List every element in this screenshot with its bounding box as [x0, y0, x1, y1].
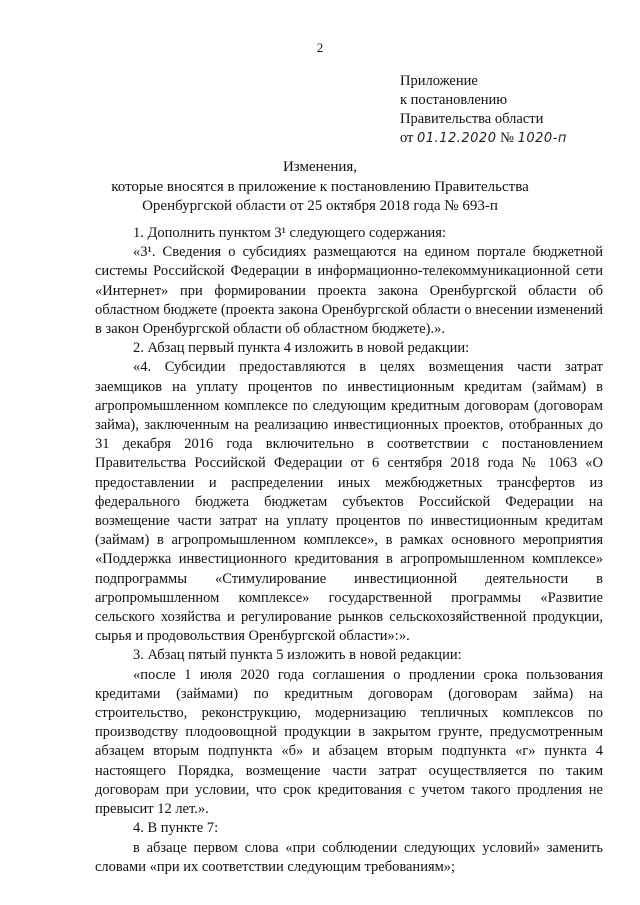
appendix-header [400, 72, 567, 148]
paragraph-quote-3-1: «3¹. Сведения о субсидиях размещаются на едином портале бюджетной системы Российской Федерации в информационно-телекоммуникационной сети «Интернет» при формировании проекта закона Оренбургской области об областном бюджете (проекта закона Оренбургской области о внесении изменений в закон Оренбургской области об областном бюджете).». [95, 244, 603, 338]
appendix-number-sign: № [500, 130, 514, 146]
document-title [110, 158, 530, 217]
paragraph-quote-5: «после 1 июля 2020 года соглашения о продлении срока пользования кредитами (займами) по кредитным договорам (договорам займа) на строительство, реконструкцию, модернизацию тепличных комплексов по производству плодоовощной продукции в закрытом грунте, предусмотренным абзацем вторым подпункта «б» и абзацем вторым подпункта «г» пункта 4 настоящего Порядка, возмещение части затрат осуществляется по таким договорам при условии, что срок кредитования с учетом такого продления не превысит 12 лет.». [95, 666, 603, 818]
paragraph-item-4: 4. В пункте 7: [133, 820, 219, 837]
title-line-2: которые вносятся в приложение к постановлению Правительства [111, 178, 529, 195]
paragraph-quote-4: «4. Субсидии предоставляются в целях возмещения части затрат заемщиков на уплату процентов по инвестиционным кредитам (займам) в агропромышленном комплексе по следующим кредитным договорам (договорам займа), заключенным на реализацию инвестиционных проектов, отобранных до 31 декабря 2016 года включительно в соответствии с постановлением Правительства Российской Федерации от 6 сентября 2018 года № 1063 «О предоставлении и распределении иных межбюджетных трансфертов из федерального бюджета бюджетам субъектов Российской Федерации на возмещение части затрат на уплату процентов по инвестиционным кредитам (займам) в агропромышленном комплексе», в рамках основного мероприятия «Поддержка инвестиционного кредитования в агропромышленном комплексе» подпрограммы «Стимулирование инвестиционной деятельности в агропромышленном комплексе» государственной программы «Развитие сельского хозяйства и регулирование рынков сельскохозяйственной продукции, сырья и продовольствия Оренбургской области»:». [95, 359, 603, 645]
appendix-line-3: Правительства области [400, 111, 544, 127]
appendix-line-1: Приложение [400, 73, 478, 89]
appendix-number-handwritten: 1020-п [517, 131, 567, 146]
paragraph-item-2: 2. Абзац первый пункта 4 изложить в новой редакции: [133, 340, 470, 357]
paragraph-item-3: 3. Абзац пятый пункта 5 изложить в новой редакции: [133, 647, 462, 664]
document-body [95, 224, 603, 877]
appendix-ot: от [400, 130, 414, 146]
title-line-3: Оренбургской области от 25 октября 2018 года № 693-п [142, 198, 498, 214]
paragraph-item-4-sub: в абзаце первом слова «при соблюдении следующих условий» заменить словами «при их соответствии следующим требованиям»; [95, 839, 603, 875]
title-line-1: Изменения, [282, 159, 358, 175]
appendix-date-handwritten: 01.12.2020 [417, 131, 497, 146]
appendix-date-line [400, 129, 567, 148]
paragraph-item-1: 1. Дополнить пунктом 3¹ следующего содержания: [133, 225, 446, 241]
appendix-line-2: к постановлению [400, 92, 508, 108]
page-number: 2 [316, 40, 324, 55]
